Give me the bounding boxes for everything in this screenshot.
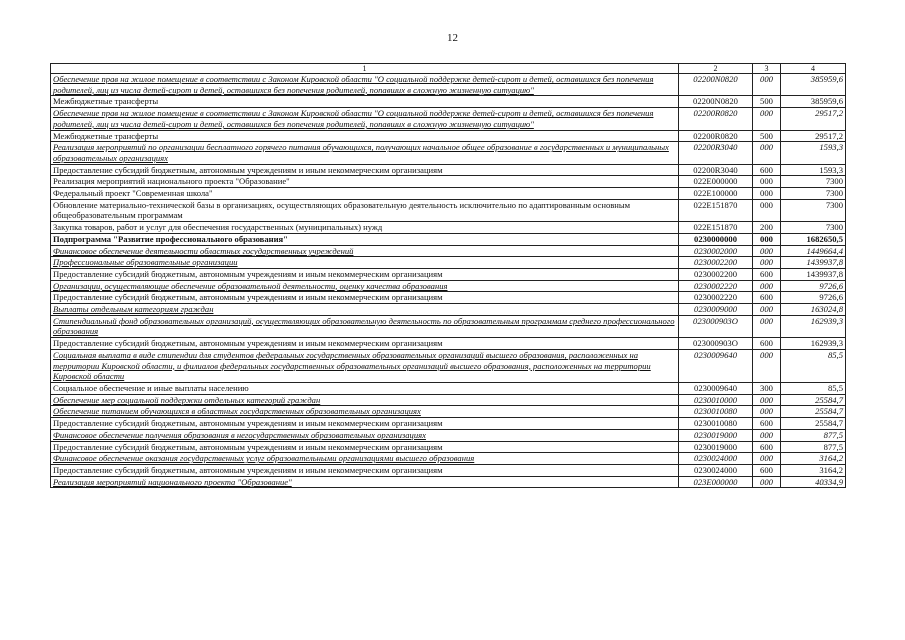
table-row: [51, 394, 846, 406]
table-row: [51, 429, 846, 441]
row-code: 0230024000: [679, 453, 753, 465]
row-expense-type: 000: [753, 199, 781, 221]
page-number: 12: [447, 32, 458, 44]
row-expense-type: 000: [753, 394, 781, 406]
row-code: 023E000000: [679, 476, 753, 488]
row-description: Обеспечение прав на жилое помещение в соответствии с Законом Кировской области "О социальной поддержке детей-сирот и детей, оставшихся без попечения родителей, лиц из числа детей-сирот и детей, оставшихся без попечения родителей, попавших в сложную жизненную ситуацию": [51, 108, 679, 130]
table-row: [51, 176, 846, 188]
table-row: [51, 406, 846, 418]
row-expense-type: 000: [753, 280, 781, 292]
row-description: Реализация мероприятий национального проекта "Образование": [51, 476, 679, 488]
row-expense-type: 000: [753, 429, 781, 441]
row-amount: 7300: [781, 188, 846, 200]
row-expense-type: 000: [753, 304, 781, 316]
row-code: 02200N0820: [679, 96, 753, 108]
row-description: Финансовое обеспечение деятельности областных государственных учреждений: [51, 245, 679, 257]
row-code: 0230024000: [679, 464, 753, 476]
table-row: [51, 338, 846, 350]
row-amount: 1439937,8: [781, 268, 846, 280]
header-col-1: 1: [51, 64, 679, 74]
row-expense-type: 000: [753, 453, 781, 465]
row-code: 0230009640: [679, 382, 753, 394]
row-code: 022E151870: [679, 199, 753, 221]
row-amount: 1439937,8: [781, 257, 846, 269]
row-description: Обновление материально-технической базы в организациях, осуществляющих образовательную деятельность исключительно по адаптированным основным общеобразовательным программам: [51, 199, 679, 221]
table-row: [51, 382, 846, 394]
row-description: Профессиональные образовательные организации: [51, 257, 679, 269]
row-amount: 877,5: [781, 441, 846, 453]
row-code: 0230010000: [679, 394, 753, 406]
row-amount: 85,5: [781, 382, 846, 394]
row-expense-type: 600: [753, 268, 781, 280]
row-amount: 9726,6: [781, 292, 846, 304]
row-amount: 1593,3: [781, 142, 846, 164]
table-row: [51, 304, 846, 316]
row-expense-type: 000: [753, 176, 781, 188]
row-code: 02200R0820: [679, 108, 753, 130]
row-expense-type: 000: [753, 476, 781, 488]
row-code: 022E151870: [679, 222, 753, 234]
table-row: [51, 164, 846, 176]
row-description: Межбюджетные трансферты: [51, 130, 679, 142]
table-row: [51, 108, 846, 130]
row-description: Межбюджетные трансферты: [51, 96, 679, 108]
row-code: 023000903О: [679, 338, 753, 350]
row-amount: 385959,6: [781, 74, 846, 96]
row-amount: 1593,3: [781, 164, 846, 176]
row-expense-type: 000: [753, 108, 781, 130]
row-expense-type: 000: [753, 188, 781, 200]
row-description: Предоставление субсидий бюджетным, автономным учреждениям и иным некоммерческим организациям: [51, 441, 679, 453]
row-expense-type: 300: [753, 382, 781, 394]
row-expense-type: 600: [753, 418, 781, 430]
row-expense-type: 000: [753, 142, 781, 164]
row-expense-type: 000: [753, 233, 781, 245]
row-code: 0230000000: [679, 233, 753, 245]
row-description: Предоставление субсидий бюджетным, автономным учреждениям и иным некоммерческим организациям: [51, 292, 679, 304]
row-amount: 25584,7: [781, 406, 846, 418]
table-row: [51, 257, 846, 269]
table-row: [51, 199, 846, 221]
row-code: 023000903О: [679, 315, 753, 337]
row-amount: 163024,8: [781, 304, 846, 316]
table-row: [51, 130, 846, 142]
row-description: Предоставление субсидий бюджетным, автономным учреждениям и иным некоммерческим организациям: [51, 268, 679, 280]
row-description: Закупка товаров, работ и услуг для обеспечения государственных (муниципальных) нужд: [51, 222, 679, 234]
row-amount: 1449664,4: [781, 245, 846, 257]
table-row: [51, 418, 846, 430]
row-description: Предоставление субсидий бюджетным, автономным учреждениям и иным некоммерческим организациям: [51, 464, 679, 476]
table-row: [51, 268, 846, 280]
row-amount: 162939,3: [781, 315, 846, 337]
row-amount: 25584,7: [781, 394, 846, 406]
row-code: 0230002200: [679, 268, 753, 280]
row-description: Организации, осуществляющие обеспечение образовательной деятельности, оценку качества образования: [51, 280, 679, 292]
row-code: 0230009640: [679, 349, 753, 382]
row-code: 0230019000: [679, 441, 753, 453]
table-row: [51, 245, 846, 257]
row-description: Социальное обеспечение и иные выплаты населению: [51, 382, 679, 394]
row-description: Федеральный проект "Современная школа": [51, 188, 679, 200]
row-description: Обеспечение питанием обучающихся в областных государственных образовательных организациях: [51, 406, 679, 418]
row-amount: 7300: [781, 222, 846, 234]
table-row: [51, 188, 846, 200]
table-row: [51, 222, 846, 234]
table-row: [51, 476, 846, 488]
row-description: Предоставление субсидий бюджетным, автономным учреждениям и иным некоммерческим организациям: [51, 164, 679, 176]
row-amount: 3164,2: [781, 464, 846, 476]
table-row: [51, 453, 846, 465]
row-code: 0230010080: [679, 406, 753, 418]
row-expense-type: 600: [753, 441, 781, 453]
table-row: [51, 441, 846, 453]
row-amount: 3164,2: [781, 453, 846, 465]
row-code: 0230002220: [679, 280, 753, 292]
row-description: Финансовое обеспечение получения образования в негосударственных образовательных организациях: [51, 429, 679, 441]
row-description: Обеспечение прав на жилое помещение в соответствии с Законом Кировской области "О социальной поддержке детей-сирот и детей, оставшихся без попечения родителей, лиц из числа детей-сирот и детей, оставшихся без попечения родителей, попавших в сложную жизненную ситуацию": [51, 74, 679, 96]
table-row: [51, 292, 846, 304]
row-amount: 29517,2: [781, 108, 846, 130]
row-code: 0230002220: [679, 292, 753, 304]
row-code: 0230019000: [679, 429, 753, 441]
row-description: Выплаты отдельным категориям граждан: [51, 304, 679, 316]
row-code: 022E100000: [679, 188, 753, 200]
header-col-4: 4: [781, 64, 846, 74]
row-code: 0230010080: [679, 418, 753, 430]
table-row: [51, 233, 846, 245]
row-description: Реализация мероприятий национального проекта "Образование": [51, 176, 679, 188]
budget-table: [50, 63, 846, 488]
row-amount: 385959,6: [781, 96, 846, 108]
row-description: Социальная выплата в виде стипендии для студентов федеральных государственных образовательных организаций высшего образования, расположенных на территории Кировской области, и филиалов федеральных государственных образовательных организаций высшего образования, расположенных на территории Кировской области: [51, 349, 679, 382]
row-code: 02200N0820: [679, 74, 753, 96]
row-code: 02200R3040: [679, 142, 753, 164]
row-amount: 85,5: [781, 349, 846, 382]
row-description: Стипендиальный фонд образовательных организаций, осуществляющих образовательную деятельность по образовательным программам среднего профессионального образования: [51, 315, 679, 337]
row-amount: 7300: [781, 176, 846, 188]
row-expense-type: 200: [753, 222, 781, 234]
row-amount: 877,5: [781, 429, 846, 441]
row-expense-type: 000: [753, 349, 781, 382]
row-amount: 1682650,5: [781, 233, 846, 245]
row-amount: 9726,6: [781, 280, 846, 292]
row-amount: 7300: [781, 199, 846, 221]
row-expense-type: 600: [753, 338, 781, 350]
table-row: [51, 142, 846, 164]
row-expense-type: 500: [753, 96, 781, 108]
table-row: [51, 315, 846, 337]
row-amount: 29517,2: [781, 130, 846, 142]
header-col-3: 3: [753, 64, 781, 74]
row-amount: 25584,7: [781, 418, 846, 430]
table-header-row: [51, 64, 846, 74]
table-row: [51, 74, 846, 96]
table-row: [51, 280, 846, 292]
table-body: [51, 74, 846, 488]
row-expense-type: 000: [753, 245, 781, 257]
row-description: Обеспечение мер социальной поддержки отдельных категорий граждан: [51, 394, 679, 406]
row-expense-type: 500: [753, 130, 781, 142]
row-code: 0230009000: [679, 304, 753, 316]
row-code: 0230002200: [679, 257, 753, 269]
row-description: Финансовое обеспечение оказания государственных услуг образовательными организациями высшего образования: [51, 453, 679, 465]
row-expense-type: 000: [753, 74, 781, 96]
row-expense-type: 000: [753, 406, 781, 418]
row-code: 0230002000: [679, 245, 753, 257]
table-row: [51, 464, 846, 476]
row-expense-type: 000: [753, 315, 781, 337]
row-amount: 162939,3: [781, 338, 846, 350]
row-code: 02200R0820: [679, 130, 753, 142]
row-description: Предоставление субсидий бюджетным, автономным учреждениям и иным некоммерческим организациям: [51, 418, 679, 430]
row-code: 02200R3040: [679, 164, 753, 176]
row-expense-type: 600: [753, 292, 781, 304]
header-col-2: 2: [679, 64, 753, 74]
row-description: Подпрограмма "Развитие профессионального образования": [51, 233, 679, 245]
row-code: 022E000000: [679, 176, 753, 188]
table-row: [51, 349, 846, 382]
row-expense-type: 600: [753, 464, 781, 476]
row-expense-type: 000: [753, 257, 781, 269]
row-description: Реализация мероприятий по организации бесплатного горячего питания обучающихся, получающих начальное общее образование в государственных и муниципальных образовательных организациях: [51, 142, 679, 164]
row-amount: 40334,9: [781, 476, 846, 488]
row-expense-type: 600: [753, 164, 781, 176]
table-row: [51, 96, 846, 108]
row-description: Предоставление субсидий бюджетным, автономным учреждениям и иным некоммерческим организациям: [51, 338, 679, 350]
